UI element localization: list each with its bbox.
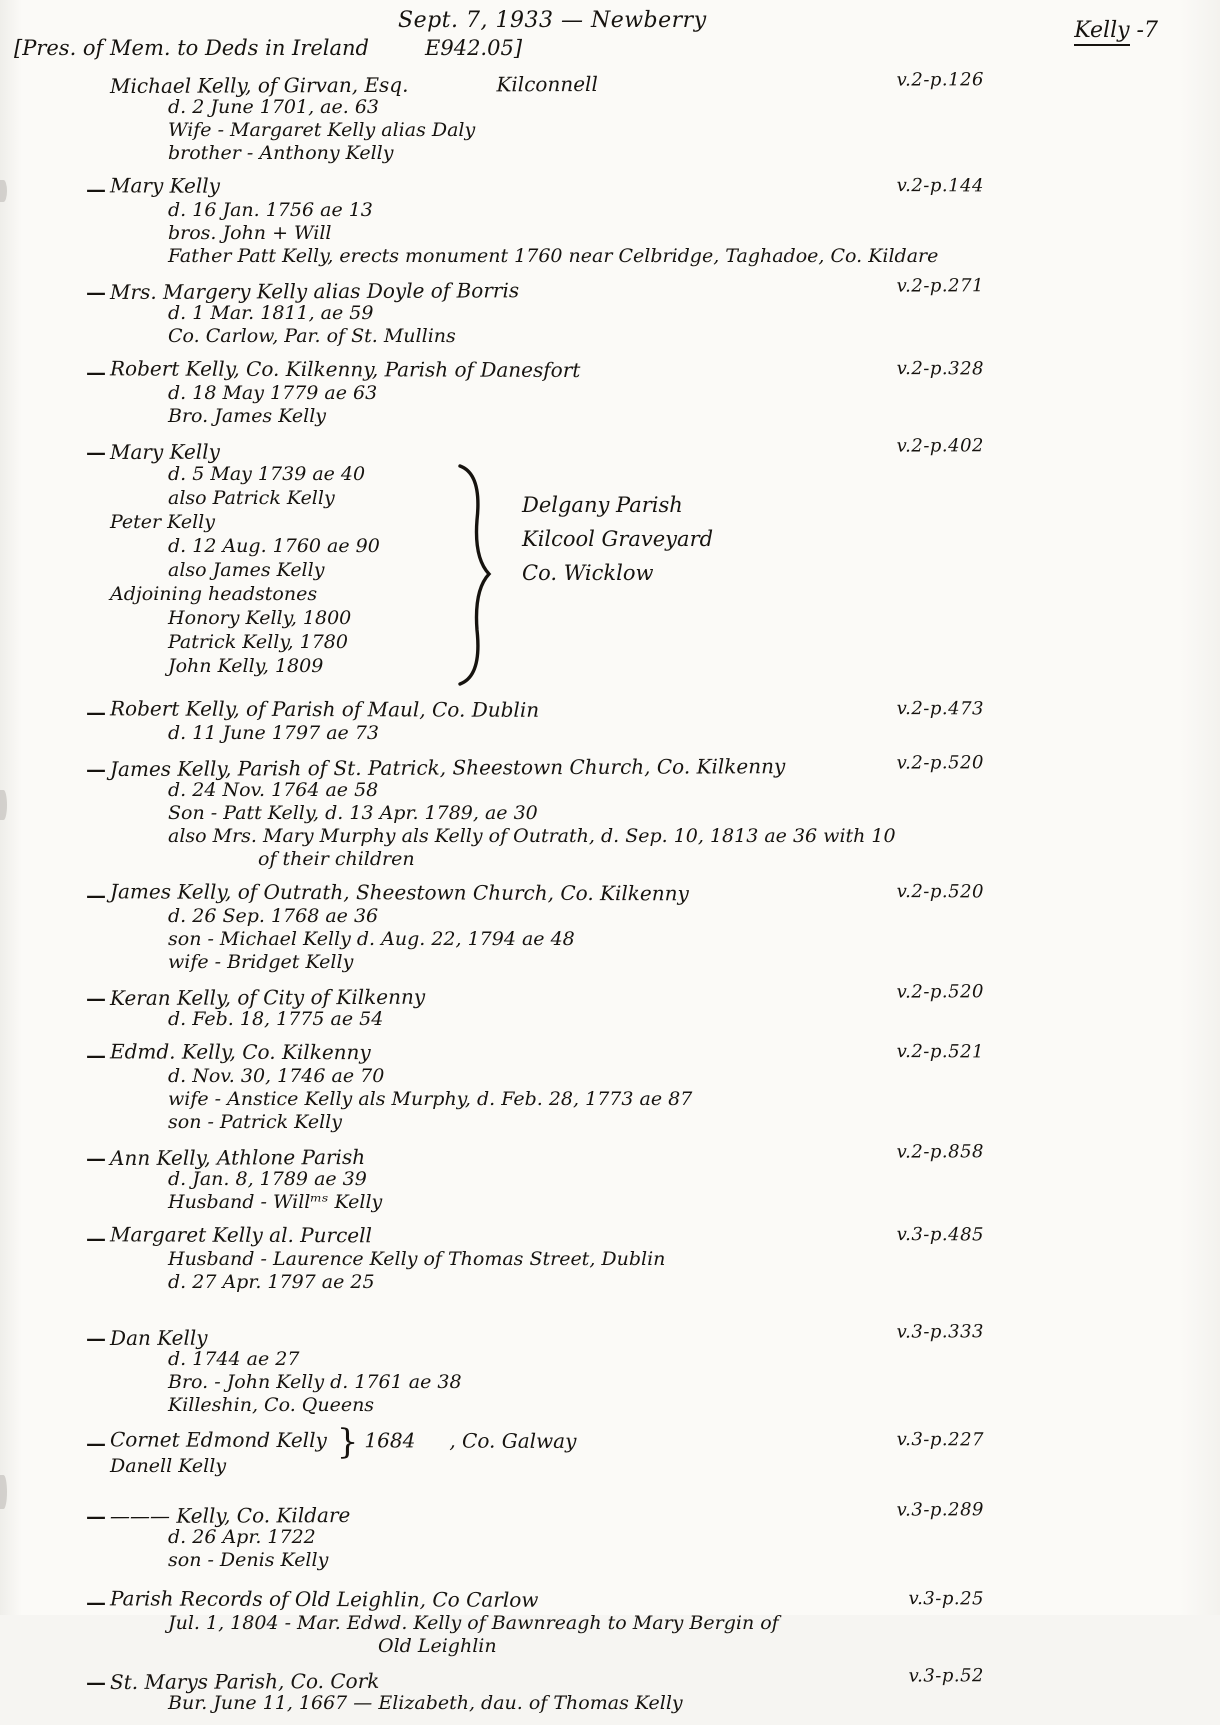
entry-line: also Patrick Kelly [168,487,335,509]
record-entry [0,1499,1220,1572]
entry-line: also James Kelly [168,559,325,581]
entry-line: d. 12 Aug. 1760 ae 90 [168,535,380,557]
record-entry [0,1665,1220,1715]
header-source-title: [Pres. of Mem. to Deds in Ireland [14,36,370,60]
entry-line: Husband - Willᵐˢ Kelly [168,1191,383,1213]
entry-line: d. Nov. 30, 1746 ae 70 [168,1065,385,1087]
record-entry [0,1321,1220,1417]
entry-line: d. 5 May 1739 ae 40 [168,463,366,485]
entry-line: d. 26 Sep. 1768 ae 36 [168,905,379,927]
entry-title: Mary Kelly [109,173,220,198]
entry-location: Kilconnell [496,71,598,97]
entry-line: brother - Anthony Kelly [168,142,394,164]
entry-title-row [110,1500,1050,1528]
volume-page-ref: v.2-p.520 [896,881,985,903]
record-entry [0,435,1220,688]
record-entry [0,752,1220,871]
entry-line: Co. Carlow, Par. of St. Mullins [168,325,456,347]
entry-line: d. 11 June 1797 ae 73 [168,722,380,744]
record-entry [0,1422,1220,1478]
entry-title-row [110,1142,1050,1170]
entry-dash-marker: — [86,883,105,907]
entry-title: Cornet Edmond Kelly [109,1427,327,1453]
entry-title-row [110,696,1050,723]
entry-line: Bur. June 11, 1667 — Elizabeth, dau. of Thomas Kelly [168,1692,683,1714]
entry-title: Robert Kelly, of Parish of Maul, Co. Dublin [109,696,540,722]
header-source [14,36,522,60]
entry-line: wife - Bridget Kelly [168,951,354,973]
record-entry [0,1588,1220,1658]
entry-title: Michael Kelly, of Girvan, Esq. [109,72,409,99]
entry-title: St. Marys Parish, Co. Cork [109,1668,380,1695]
volume-page-ref: v.3-p.52 [908,1665,985,1687]
record-entry [0,175,1220,268]
header-date: Sept. 7, 1933 — Newberry [398,8,707,33]
entry-line: d. Jan. 8, 1789 ae 39 [168,1168,367,1190]
volume-page-ref: v.2-p.858 [896,1141,985,1163]
brace-group [110,462,1050,688]
entry-dash-marker: — [86,1431,105,1455]
entry-title-row [110,982,1050,1010]
brace-note-line: Co. Wicklow [522,561,654,585]
record-entry [0,1224,1220,1294]
brace-icon: } [336,1422,359,1463]
entry-title: Mary Kelly [109,439,221,465]
entry-dash-marker: — [86,700,105,724]
surname-label: Kelly [1074,18,1129,46]
entry-dash-marker: — [86,1146,105,1170]
brace-note-line: Delgany Parish [522,493,683,517]
volume-page-ref: v.3-p.227 [896,1429,985,1451]
volume-page-ref: v.3-p.25 [908,1588,985,1610]
entry-dash-marker: — [86,440,105,464]
entry-title: Parish Records of Old Leighlin, Co Carlow [109,1586,539,1612]
entry-line: of their children [258,848,415,870]
entry-line: Husband - Laurence Kelly of Thomas Street, Dublin [168,1248,666,1270]
entry-title-row [110,1039,1050,1066]
entry-dash-marker: — [86,1590,105,1614]
record-entry [0,981,1220,1031]
entry-line: bros. John + Will [168,222,332,244]
record-entry [0,1141,1220,1214]
entry-title-row [110,1666,1050,1694]
entry-title-row [110,879,1050,906]
entry-line: d. 2 June 1701, ae. 63 [168,96,380,118]
entry-title-row [110,1586,1050,1613]
entry-line: son - Patrick Kelly [168,1111,342,1133]
record-entry [0,698,1220,745]
entry-title-row [110,70,1050,98]
curly-brace-icon [450,462,496,688]
entry-title: Robert Kelly, Co. Kilkenny, Parish of Danesfort [109,356,581,383]
entry-line: Son - Patt Kelly, d. 13 Apr. 1789, ae 30 [168,802,538,824]
entry-title: Edmd. Kelly, Co. Kilkenny [109,1039,371,1065]
volume-page-ref: v.2-p.520 [896,981,985,1003]
entry-title: James Kelly, Parish of St. Patrick, Sheestown Church, Co. Kilkenny [109,754,786,782]
entry-line: Wife - Margaret Kelly alias Daly [168,119,476,141]
entry-line: son - Michael Kelly d. Aug. 22, 1794 ae 48 [168,928,575,950]
entry-dash-marker: — [86,757,105,781]
entry-line: d. 16 Jan. 1756 ae 13 [168,199,373,221]
entry-dash-marker: — [86,1504,105,1528]
volume-page-ref: v.2-p.328 [896,358,985,380]
entry-line: Honory Kelly, 1800 [168,607,352,629]
entry-line: d. 1744 ae 27 [168,1348,300,1370]
entry-dash-marker: — [86,1670,105,1694]
record-entry [0,881,1220,974]
entry-title: Margaret Kelly al. Purcell [109,1222,372,1248]
entry-line: d. 24 Nov. 1764 ae 58 [168,779,379,801]
entry-title: Keran Kelly, of City of Kilkenny [109,984,426,1011]
entry-line: Patrick Kelly, 1780 [168,631,348,653]
entry-title: Ann Kelly, Athlone Parish [109,1144,366,1171]
entry-title-row [110,1222,1050,1249]
entry-title: Mrs. Margery Kelly alias Doyle of Borris [109,278,520,305]
volume-page-ref: v.2-p.126 [896,69,985,91]
entry-title: James Kelly, of Outrath, Sheestown Church, Co. Kilkenny [109,879,689,906]
entry-title-row [110,753,1050,781]
entry-line: son - Denis Kelly [168,1549,329,1571]
entry-dash-marker: — [86,1326,105,1350]
entries-list [0,69,1220,1725]
volume-page-ref: v.2-p.144 [896,175,985,197]
page-header [0,0,1220,72]
entry-title-row [110,436,1050,464]
header-page-label [1074,18,1158,43]
record-entry [0,1041,1220,1134]
entry-title-row [109,1422,1050,1463]
record-entry [0,275,1220,348]
entry-line: Peter Kelly [110,511,215,533]
entry-line: wife - Anstice Kelly als Murphy, d. Feb. 28, 1773 ae 87 [168,1088,693,1110]
entry-year: 1684 [364,1428,416,1453]
entry-line: Old Leighlin [378,1635,497,1657]
entry-line: Bro. James Kelly [168,405,327,427]
brace-group-lines [110,462,450,688]
entry-line: d. 1 Mar. 1811, ae 59 [168,302,374,324]
entry-dash-marker: — [86,1226,105,1250]
volume-page-ref: v.2-p.402 [896,435,985,457]
entry-line: Jul. 1, 1804 - Mar. Edwd. Kelly of Bawnreagh to Mary Bergin of [168,1612,779,1634]
record-entry [0,69,1220,165]
entry-dash-marker: — [86,177,105,201]
entry-line: Bro. - John Kelly d. 1761 ae 38 [168,1371,462,1393]
page-number-label: -7 [1129,18,1158,43]
entry-dash-marker: — [86,360,105,384]
volume-page-ref: v.3-p.485 [896,1224,985,1246]
entry-line: also Mrs. Mary Murphy als Kelly of Outrath, d. Sep. 10, 1813 ae 36 with 10 [168,825,896,847]
entry-line: Killeshin, Co. Queens [168,1394,375,1416]
volume-page-ref: v.2-p.520 [896,752,985,774]
entry-dash-marker: — [86,1043,105,1067]
volume-page-ref: v.2-p.473 [896,698,985,720]
entry-title: Dan Kelly [109,1325,208,1351]
entry-title-row [110,356,1050,383]
entry-title: ——— Kelly, Co. Kildare [109,1503,351,1529]
entry-line: Father Patt Kelly, erects monument 1760 near Celbridge, Taghadoe, Co. Kildare [168,245,939,267]
volume-page-ref: v.2-p.271 [896,275,985,297]
entry-dash-marker: — [86,986,105,1010]
entry-location: , Co. Galway [449,1428,577,1453]
entry-line: Adjoining headstones [110,583,318,605]
record-entry [0,358,1220,428]
entry-line: John Kelly, 1809 [168,655,324,677]
volume-page-ref: v.3-p.289 [896,1499,985,1521]
brace-note-line: Kilcool Graveyard [522,527,714,551]
volume-page-ref: v.2-p.521 [896,1041,985,1063]
entry-dash-marker: — [86,280,105,304]
entry-line: Danell Kelly [110,1455,227,1477]
entry-line: d. 26 Apr. 1722 [168,1526,316,1548]
entry-line: d. 27 Apr. 1797 ae 25 [168,1271,375,1293]
brace-side-note [496,462,713,688]
entry-title-row [110,1322,1050,1350]
entry-line: d. 18 May 1779 ae 63 [168,382,378,404]
header-call-number: E942.05] [425,36,523,60]
volume-page-ref: v.3-p.333 [896,1321,985,1343]
entry-title-row [110,276,1050,304]
entry-title-row [110,173,1050,200]
entry-line: d. Feb. 18, 1775 ae 54 [168,1008,384,1030]
